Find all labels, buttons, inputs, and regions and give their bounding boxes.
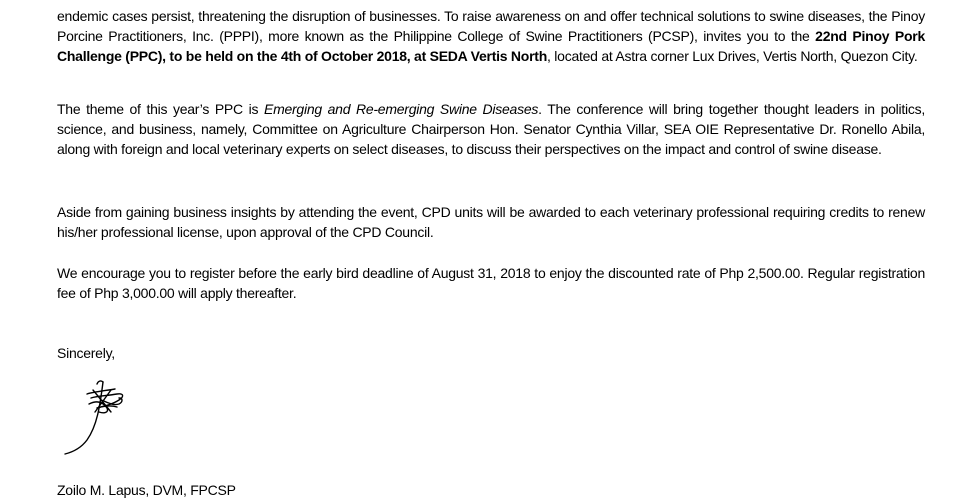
signer-name: Zoilo M. Lapus, DVM, FPCSP	[57, 482, 236, 498]
theme-text-end: . The conference will bring together thought leaders in politics, science, and business, namely, Committee on Agriculture Chairperson Hon. Senator Cynthia Villar, SEA OIE Representative Dr. Ronello Abila, along with foreign and local veterinary experts on select diseases, to discuss their perspectives on the impact and control of swine disease.	[57, 101, 926, 157]
paragraph-theme	[57, 99, 925, 159]
invitation-text-start: endemic cases persist, threatening the disruption of businesses. To raise awareness on and offer technical solutions to swine diseases, the Pinoy Porcine Practitioners, Inc. (PPPI), more known as the Philippine College of Swine Practitioners (PCSP), invites you to the	[57, 8, 925, 44]
closing-salutation: Sincerely,	[57, 345, 115, 361]
theme-title-italic: Emerging and Re-emerging Swine Diseases	[263, 101, 539, 117]
paragraph-registration: We encourage you to register before the early bird deadline of August 31, 2018 to enjoy the discounted rate of Php 2,500.00. Regular registration fee of Php 3,000.00 will apply thereafter.	[57, 265, 925, 301]
signature-image	[57, 376, 147, 466]
paragraph-invitation	[57, 6, 925, 66]
theme-text-start: The theme of this year’s PPC is	[57, 101, 264, 117]
paragraph-cpd: Aside from gaining business insights by attending the event, CPD units will be awarded to each veterinary professional requiring credits to renew his/her professional license, upon approval of the CPD Council.	[57, 204, 925, 240]
invitation-text-end: , located at Astra corner Lux Drives, Vertis North, Quezon City.	[547, 48, 918, 64]
event-details-bold: 22nd Pinoy Pork Challenge (PPC), to be held on the 4th of October 2018, at SEDA Vertis North	[57, 28, 925, 64]
